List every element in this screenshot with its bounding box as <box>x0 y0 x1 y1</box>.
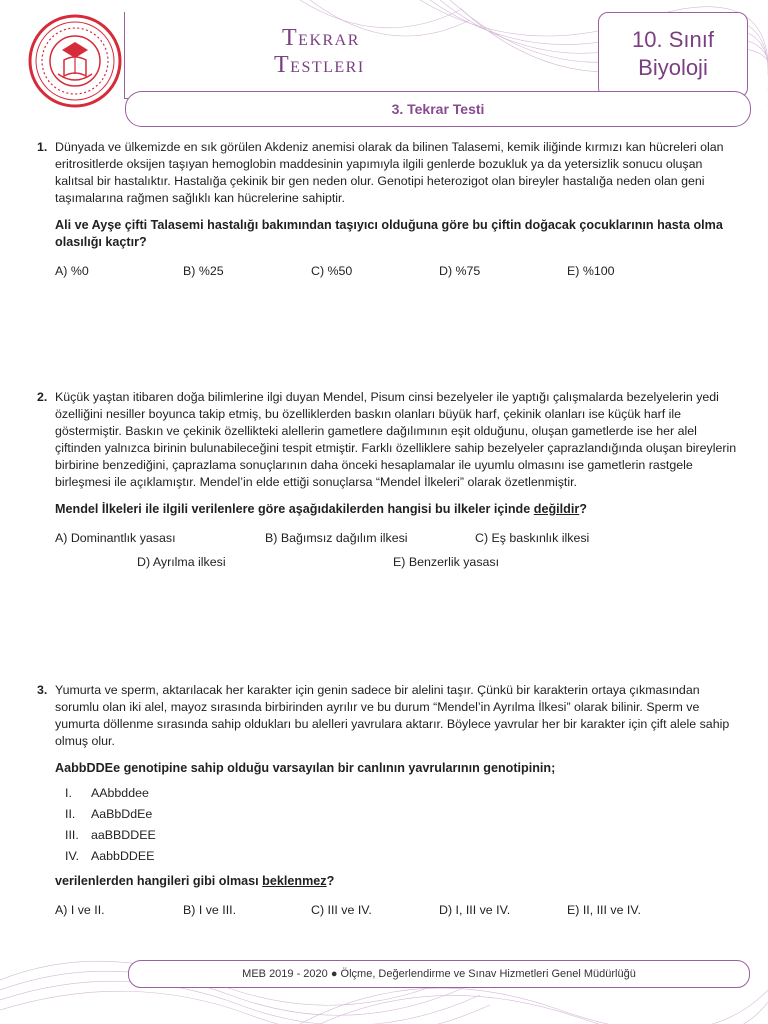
test-title: 3. Tekrar Testi <box>125 91 751 127</box>
choice-c[interactable]: C) III ve IV. <box>311 903 372 917</box>
subject-label: Biyoloji <box>638 55 708 80</box>
genotype-list <box>65 783 737 867</box>
grade-label: 10. Sınıf <box>632 27 714 52</box>
question-stem: AabbDDEe genotipine sahip olduğu varsayılan bir canlının yavrularının genotipinin; <box>55 761 556 775</box>
choice-d[interactable]: D) %75 <box>439 264 481 278</box>
choice-e[interactable]: E) II, III ve IV. <box>567 903 641 917</box>
answer-choices <box>55 263 737 283</box>
choice-b[interactable]: B) %25 <box>183 264 224 278</box>
question-number: 1. <box>37 140 48 154</box>
series-title-line1-initial: T <box>282 25 299 51</box>
question-2 <box>37 389 737 574</box>
choice-e[interactable]: E) %100 <box>567 264 615 278</box>
list-item-label: I. <box>65 786 72 800</box>
series-title-line1 <box>282 26 402 53</box>
stem-emphasis: değildir <box>533 502 580 516</box>
list-item-label: III. <box>65 828 79 842</box>
grade-subject-box <box>598 12 748 98</box>
choice-a[interactable]: A) I ve II. <box>55 903 105 917</box>
choice-a[interactable]: A) Dominantlık yasası <box>55 531 176 545</box>
footer: MEB 2019 - 2020 ● Ölçme, Değerlendirme ve Sınav Hizmetleri Genel Müdürlüğü <box>128 960 750 988</box>
choice-a[interactable]: A) %0 <box>55 264 89 278</box>
list-item <box>65 804 737 825</box>
answer-choices-row2 <box>55 554 737 574</box>
choice-d[interactable]: D) Ayrılma ilkesi <box>137 555 226 569</box>
series-title <box>274 25 402 80</box>
question-text: Yumurta ve sperm, aktarılacak her karakter için genin sadece bir alelini taşır. Çünkü bir karakterin ortaya çıkmasından sorumlu olan iki alel, mayoz sırasında birbirinden ayrılır ve bu durum “Mendel’in Ayrılma İlkesi” olarak bilinir. Sperm ve yumurta döllenme sırasında sahip oldukları bu alelleri yavrulara aktarır. Böylece yavrular her bir karakter için çift alele sahip olmuş olur. <box>55 683 730 748</box>
choice-c[interactable]: C) Eş baskınlık ilkesi <box>475 531 590 545</box>
list-item-label: IV. <box>65 849 80 863</box>
list-item-value: aaBBDDEE <box>91 828 156 842</box>
list-item <box>65 846 737 867</box>
stem-text: Mendel İlkeleri ile ilgili verilenlere göre aşağıdakilerden hangisi bu ilkeler içinde <box>55 502 534 516</box>
stem-end: ? <box>326 874 335 888</box>
meb-seal-icon <box>28 14 122 108</box>
question-stem <box>55 501 737 518</box>
choice-d[interactable]: D) I, III ve IV. <box>439 903 511 917</box>
question-1 <box>37 139 737 283</box>
choice-b[interactable]: B) Bağımsız dağılım ilkesi <box>265 531 408 545</box>
stem-emphasis: beklenmez <box>262 874 327 888</box>
list-item <box>65 825 737 846</box>
choice-e[interactable]: E) Benzerlik yasası <box>393 555 500 569</box>
answer-choices <box>55 902 737 922</box>
series-title-line2-initial: T <box>274 52 291 78</box>
list-item-value: AabbDDEE <box>91 849 155 863</box>
question-number: 2. <box>37 390 48 404</box>
list-item <box>65 783 737 804</box>
question-text: Küçük yaştan itibaren doğa bilimlerine ilgi duyan Mendel, Pisum cinsi bezelyeler ile yaptığı çalışmalarda bezelyelerin yedi özelliğini nesiller boyunca takip etmiş, bu özelliklerden baskın olanları büyük harf, çekinik olanları ise küçük harf ile göstermiştir. Baskın ve çekinik özellikteki alellerin gametlere dağılımının eşit olduğunu, oluşan gametlerde ise her alel çiftinden yalnızca birinin bulunabileceğini tespit etmiştir. Farklı özelliklere sahip bezelyeler çaprazlandığında oluşan bireylerin birbirine benzediğini, çaprazlama sonuçlarının daha önceki hesaplamalar ile uyumlu olmasını ise gametlerin rastgele birleşmesi ile açıklamıştır. Mendel’in elde ettiği sonuçlarsa “Mendel İlkeleri” olarak özetlenmiştir. <box>55 390 737 489</box>
list-item-value: AaBbDdEe <box>91 807 153 821</box>
answer-choices-row1 <box>55 530 737 550</box>
choice-b[interactable]: B) I ve III. <box>183 903 237 917</box>
series-title-line2-rest: ESTLERI <box>290 59 365 76</box>
question-3 <box>37 682 737 922</box>
list-item-value: AAbbddee <box>91 786 149 800</box>
series-title-line1-rest: EKRAR <box>298 32 360 49</box>
question-stem-2 <box>55 873 737 890</box>
list-item-label: II. <box>65 807 76 821</box>
stem-text: verilenlerden hangileri gibi olması <box>55 874 263 888</box>
stem-end: ? <box>579 502 587 516</box>
question-number: 3. <box>37 683 48 697</box>
question-text: Dünyada ve ülkemizde en sık görülen Akdeniz anemisi olarak da bilinen Talasemi, kemik iliğinde kırmızı kan hücreleri olan eritrositlerde oksijen taşıyan hemoglobin maddesinin yapımıyla ilgili genlerde bozukluk ya da yetersizlik sonucu oluşan kalıtsal bir hastalıktır. Hastalığa çekinik bir gen neden olur. Genotipi heterozigot olan bireyler hastalığa neden olan geni taşımalarına rağmen sağlıklı kan hücrelerine sahiptir. <box>55 140 724 205</box>
choice-c[interactable]: C) %50 <box>311 264 353 278</box>
series-title-line2 <box>274 53 402 80</box>
question-stem: Ali ve Ayşe çifti Talasemi hastalığı bakımından taşıyıcı olduğuna göre bu çiftin doğacak çocuklarının hasta olma olasılığı kaçtır? <box>55 218 723 249</box>
